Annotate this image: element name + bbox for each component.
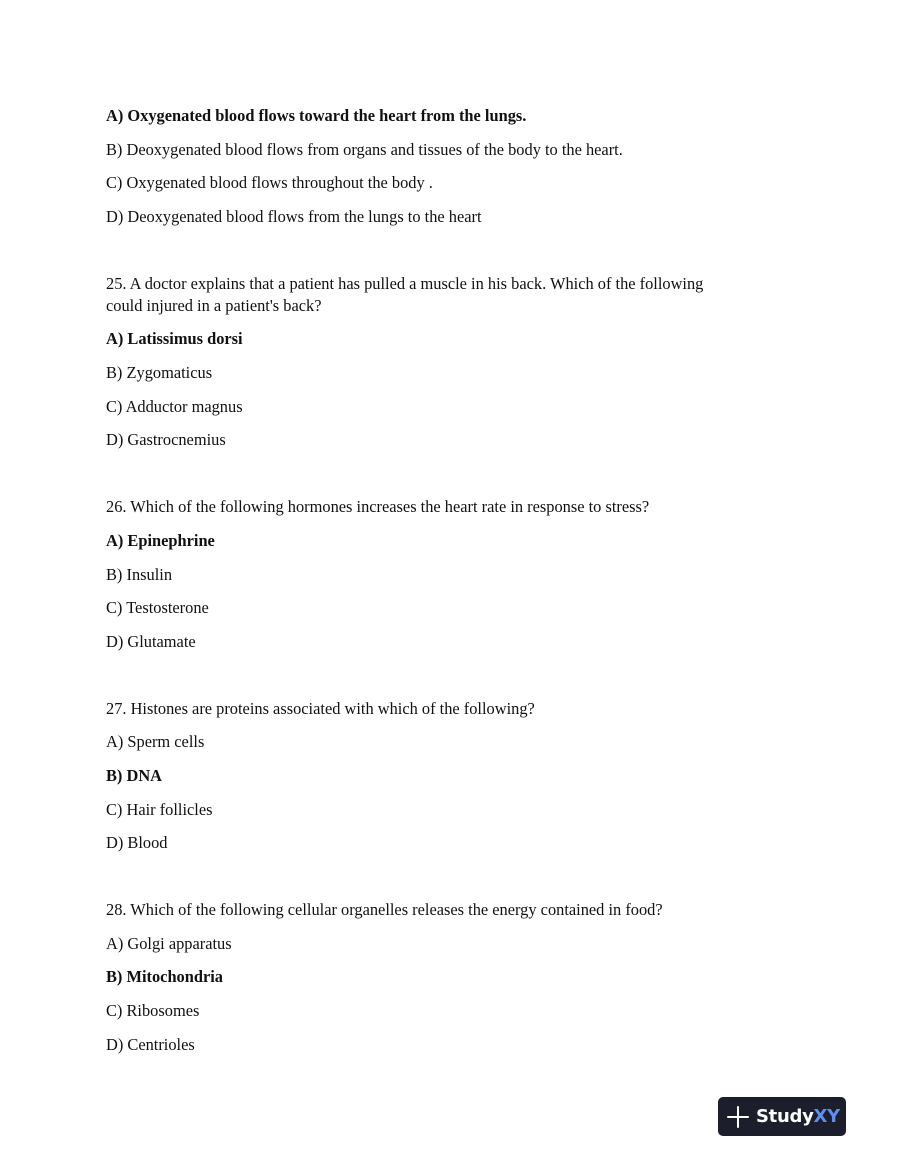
plus-icon (727, 1106, 749, 1128)
logo-word-study: Study (756, 1106, 814, 1127)
answer-option: D) Centrioles (106, 1034, 195, 1054)
answer-option-correct: B) Mitochondria (106, 967, 224, 987)
answer-option: C) Ribosomes (106, 1001, 200, 1021)
document-page (106, 105, 806, 1067)
answer-option: A) Golgi apparatus (106, 933, 232, 953)
question-line: could injured in a patient's back? (106, 295, 322, 315)
answer-option: D) Blood (106, 833, 168, 853)
studyxy-logo[interactable] (718, 1097, 846, 1136)
answer-option: C) Adductor magnus (106, 396, 243, 416)
answer-option: A) Sperm cells (106, 732, 205, 752)
question-text: 27. Histones are proteins associated with which of the following? (106, 698, 535, 718)
question-text (106, 273, 806, 317)
answer-option: C) Testosterone (106, 598, 209, 618)
answer-option-correct: A) Epinephrine (106, 530, 215, 550)
question-27-block (106, 698, 806, 854)
answer-option: B) Deoxygenated blood flows from organs and tissues of the body to the heart. (106, 139, 623, 159)
answer-option: B) Zygomaticus (106, 363, 213, 383)
answer-option: C) Hair follicles (106, 799, 213, 819)
question-25-block (106, 273, 806, 451)
logo-word-xy: XY (813, 1106, 840, 1127)
answer-option-correct: A) Latissimus dorsi (106, 329, 243, 349)
answer-option-correct: B) DNA (106, 766, 162, 785)
answer-option-correct: A) Oxygenated blood flows toward the heart from the lungs. (106, 106, 527, 125)
answer-option: D) Glutamate (106, 631, 196, 651)
question-line: 25. A doctor explains that a patient has pulled a muscle in his back. Which of the following (106, 273, 704, 293)
question-text: 28. Which of the following cellular organelles releases the energy contained in food? (106, 900, 663, 920)
answer-option: D) Deoxygenated blood flows from the lungs to the heart (106, 206, 482, 226)
question-24-block (106, 105, 806, 228)
question-26-block (106, 496, 806, 652)
answer-option: D) Gastrocnemius (106, 430, 226, 450)
answer-option: B) Insulin (106, 564, 173, 584)
question-28-block (106, 899, 806, 1055)
question-text: 26. Which of the following hormones increases the heart rate in response to stress? (106, 497, 650, 517)
answer-option: C) Oxygenated blood flows throughout the body . (106, 173, 433, 193)
